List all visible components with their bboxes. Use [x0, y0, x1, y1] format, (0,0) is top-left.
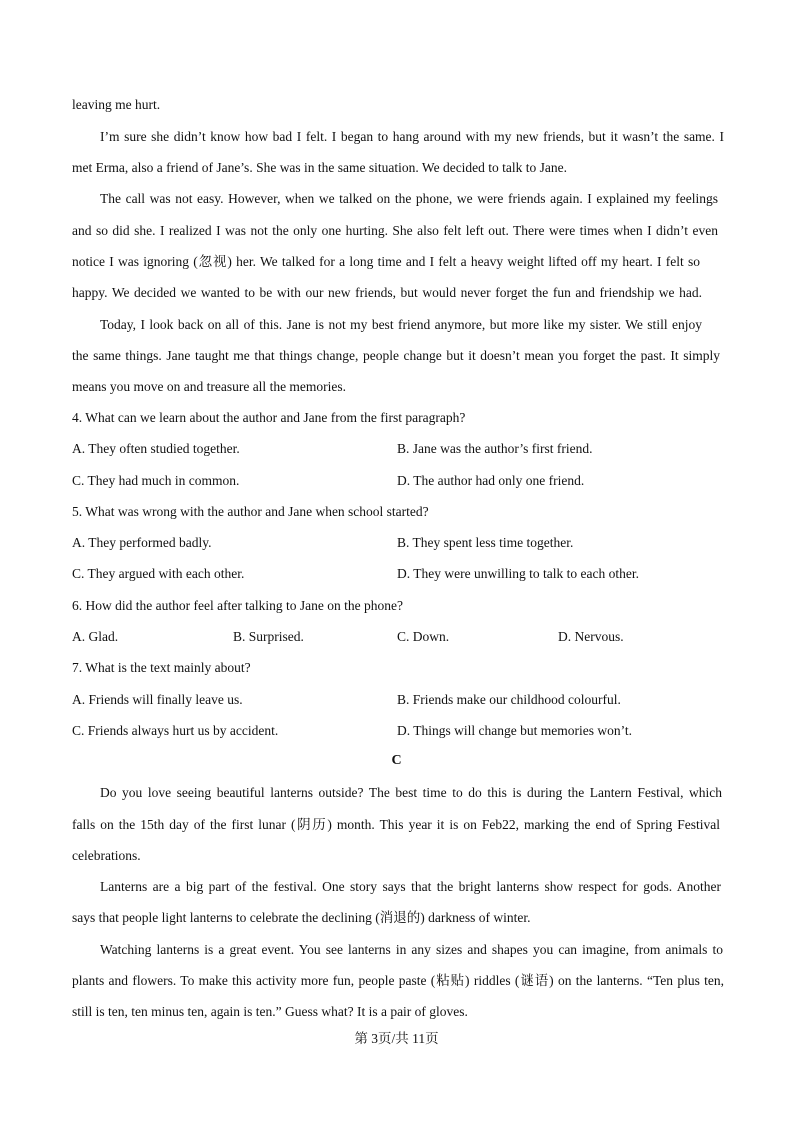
question-5-option-b: B. They spent less time together. — [397, 535, 574, 550]
passage-b-line-1: leaving me hurt. — [72, 97, 161, 112]
question-5-option-c: C. They argued with each other. — [72, 566, 245, 581]
section-c-line-7: plants and flowers. To make this activity more fun, people paste (粘贴) riddles (谜语) on the lanterns. “Ten plus ten, — [72, 973, 724, 988]
question-6-option-a: A. Glad. — [72, 629, 119, 644]
passage-b-line-4: The call was not easy. However, when we talked on the phone, we were friends again. I explained my feelings — [100, 191, 718, 206]
question-7-option-c: C. Friends always hurt us by accident. — [72, 723, 279, 738]
section-c-line-5: says that people light lanterns to celebrate the declining (消退的) darkness of winter. — [72, 910, 531, 925]
question-7-option-d: D. Things will change but memories won’t. — [397, 723, 632, 738]
question-4-option-a: A. They often studied together. — [72, 441, 240, 456]
section-c-line-2: falls on the 15th day of the first lunar (阴历) month. This year it is on Feb22, marking the end of Spring Festival — [72, 817, 720, 832]
passage-b-line-6: notice I was ignoring (忽视) her. We talked for a long time and I felt a heavy weight lifted off my heart. I felt so — [72, 254, 700, 269]
passage-b-line-10: means you move on and treasure all the memories. — [72, 379, 347, 394]
page-number-footer: 第 3页/共 11页 — [354, 1031, 439, 1046]
question-7-stem: 7. What is the text mainly about? — [72, 660, 251, 675]
question-7-option-a: A. Friends will finally leave us. — [72, 692, 243, 707]
section-c-heading: C — [391, 753, 402, 768]
passage-b-line-5: and so did she. I realized I was not the only one hurting. She also felt left out. There were times when I didn’t even — [72, 223, 718, 238]
question-7-option-b: B. Friends make our childhood colourful. — [397, 692, 621, 707]
question-5-option-d: D. They were unwilling to talk to each other. — [397, 566, 639, 581]
section-c-line-6: Watching lanterns is a great event. You see lanterns in any sizes and shapes you can imagine, from animals to — [100, 942, 723, 957]
passage-b-line-9: the same things. Jane taught me that things change, people change but it doesn’t mean you forget the past. It simply — [72, 348, 720, 363]
question-6-stem: 6. How did the author feel after talking to Jane on the phone? — [72, 598, 404, 613]
passage-b-line-7: happy. We decided we wanted to be with our new friends, but would never forget the fun and friendship we had. — [72, 285, 702, 300]
section-c-line-8: still is ten, ten minus ten, again is ten.” Guess what? It is a pair of gloves. — [72, 1004, 468, 1019]
section-c-line-1: Do you love seeing beautiful lanterns outside? The best time to do this is during the Lantern Festival, which — [100, 785, 722, 800]
passage-b-line-3: met Erma, also a friend of Jane’s. She was in the same situation. We decided to talk to Jane. — [72, 160, 568, 175]
question-5-stem: 5. What was wrong with the author and Jane when school started? — [72, 504, 429, 519]
question-4-option-b: B. Jane was the author’s first friend. — [397, 441, 593, 456]
question-6-option-d: D. Nervous. — [558, 629, 624, 644]
question-4-option-c: C. They had much in common. — [72, 473, 240, 488]
question-5-option-a: A. They performed badly. — [72, 535, 212, 550]
passage-b-line-2: I’m sure she didn’t know how bad I felt. I began to hang around with my new friends, but it wasn’t the same. I — [100, 129, 724, 144]
question-6-option-b: B. Surprised. — [233, 629, 304, 644]
section-c-line-3: celebrations. — [72, 848, 141, 863]
question-4-option-d: D. The author had only one friend. — [397, 473, 585, 488]
question-6-option-c: C. Down. — [397, 629, 450, 644]
question-4-stem: 4. What can we learn about the author and Jane from the first paragraph? — [72, 410, 466, 425]
section-c-line-4: Lanterns are a big part of the festival. One story says that the bright lanterns show respect for gods. Another — [100, 879, 721, 894]
passage-b-line-8: Today, I look back on all of this. Jane is not my best friend anymore, but more like my sister. We still enjoy — [100, 317, 702, 332]
